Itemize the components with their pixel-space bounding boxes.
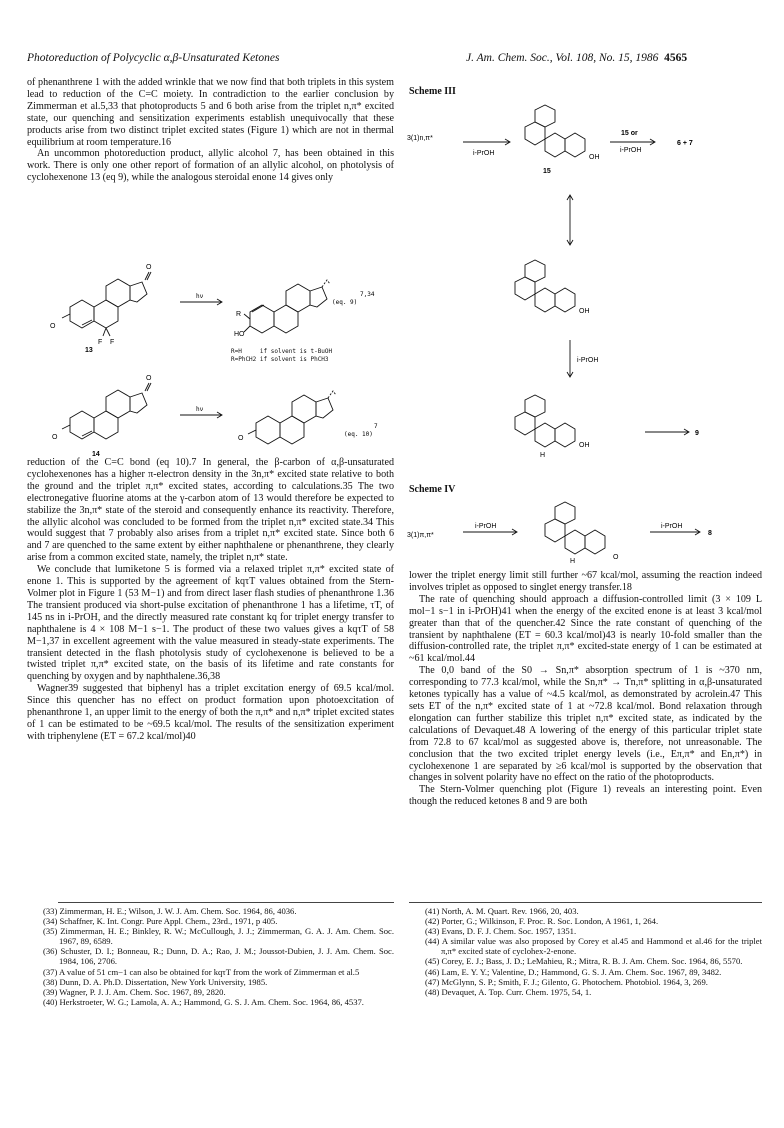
carbonyl-o: O [238, 435, 244, 442]
paragraph: lower the triplet energy limit still further ~67 kcal/mol, assuming the reaction indeed involves triplet as opposed to singlet energy transfer.18 [409, 570, 762, 593]
reagent-label: i-PrOH [620, 147, 642, 154]
reagent-label: i-PrOH [661, 523, 683, 530]
footnotes-right [425, 906, 762, 997]
compound-label: 14 [92, 451, 100, 458]
excited-state-label: 3(1)n,π* [407, 135, 433, 142]
journal-citation [466, 52, 687, 64]
reference-superscript: 7 [374, 423, 378, 430]
ho-label: HO [234, 331, 245, 338]
hv-label: hν [196, 293, 204, 300]
paragraph: of phenanthrene 1 with the added wrinkle that we now find that both triplets in this system lead to reduction of the C=C moiety. In contradiction to the earlier conclusion by Zimmerman et al.5,33 that photoproducts 5 and 6 both arise from the triplet n,π* excited state, our quenching and sensitization experiments establish unequivocally that these products arise from two distinct triplet excited states (Figure 1) which are not in thermal equilibrium at room temperature.16 [27, 77, 394, 148]
ketone-o: O [146, 375, 152, 382]
h-label: H [570, 558, 576, 565]
oh-label: OH [589, 154, 600, 161]
footnote: (40) Herkstroeter, W. G.; Lamola, A. A.; Hammond, G. S. J. Am. Chem. Soc. 1964, 86, 4537. [43, 996, 364, 1007]
footnote: (34) Schaffner, K. Int. Congr. Pure Appl. Chem., 23rd., 1971, p 405. [43, 916, 278, 927]
paragraph: The 0,0 band of the S0 → Sn,π* absorption spectrum of 1 is ~370 nm, corresponding to 77.3 kcal/mol, while the Sn,π* → Tn,π* splitting in α,β-unsaturated ketones typically has a value of ~4.5 kcal/mol, as demonstrated by acrolein.47 This sets ET of the n,π* excited state of 1 at ~72.8 kcal/mol. Bond relaxation through elongation can further stabilize this triplet n,π* excited state, as indicated by the calculations of Devaquet.48 A lowering of the energy of this particular triplet state from 72.8 to 67 kcal/mol as suggested above is, therefore, not unreasonable. The conclusion that the two excited triplet energy levels (i.e., Eπ,π* and En,π*) in cyclohexenone 1 are separated by ≥6 kcal/mol is supported by the observation that changes in solvent polarity have no effect on the ratio of the photoproducts. [409, 665, 762, 784]
left-column-top-text [27, 77, 394, 184]
ketone-o: O [146, 264, 152, 271]
reagent-label: i-PrOH [473, 150, 495, 157]
reagent-label: i-PrOH [475, 523, 497, 530]
scheme-3-title: Scheme III [409, 86, 456, 97]
paragraph: reduction of the C=C bond (eq 10).7 In general, the β-carbon of α,β-unsaturated cyclohexenones has a higher π-electron density in the 3n,π* excited state relative to both the ground and the triplet π,π* excited states, according to calculations.35 The two electronegative fluorine atoms at the γ-carbon atom of 13 would therefore be expected to stabilize the 3n,π* state of the steroid and consequently enhance its reactivity. Therefore, the allylic alcohol was concluded to be formed from the triplet n,π* excited state.34 This would suggest that 7 probably also arises from a triplet n,π* excited state. Since both 6 and 7 are quenched to the same extent by either naphthalene or phenanthrene, they clearly arise from a common excited state, namely, the triplet n,π* state. [27, 457, 394, 564]
page-number: 4565 [664, 52, 688, 64]
paragraph: We conclude that lumiketone 5 is formed via a relaxed triplet π,π* excited state of enone 1. This is supported by the agreement of kqτT values obtained from the Stern-Volmer plot in Figure 1 (53 M−1) and from direct laser flash studies of phenanthrone 1.36 The transient produced via short-pulse excitation of phenanthrone 1 has a lifetime, τT, of 145 ns in i-PrOH, and the directly measured rate constant kq for triplet energy transfer to naphthalene is 4 × 108 M−1 s−1. The product of these two values gives a kqτT of 58 M−1,37 in excellent agreement with the value measured in steady-state experiments. The transient detected in the flash photolysis study of cyclohexenone is believed to be a twisted triplet π,π* excited state, on the basis of its lifetime and rate constants for quenching by oxygen and by naphthalene.36,38 [27, 564, 394, 683]
footnote: (38) Dunn, D. A. Ph.D. Dissertation, New York University, 1985. [43, 976, 268, 987]
running-title: Photoreduction of Polycyclic α,β-Unsaturated Ketones [27, 52, 280, 64]
paragraph: Wagner39 suggested that biphenyl has a triplet excitation energy of 69.5 kcal/mol. Since this quencher has no effect on product formation upon photoexcitation of phenanthrone 1, an upper limit to the energy of both the π,π* and n,π* triplet excited states of 1 can be estimated to be ~69.5 kcal/mol. The results of the sensitization experiment with triphenylene (ET = 67.2 kcal/mol)40 [27, 683, 394, 742]
condition-line: R=H if solvent is t-BuOH [231, 348, 333, 355]
footnote: (41) North, A. M. Quart. Rev. 1966, 20, 403. [425, 906, 579, 916]
footnotes-left [43, 906, 394, 1007]
footnote: (45) Corey, E. J.; Bass, J. D.; LeMahieu, R.; Mitra, R. B. J. Am. Chem. Soc. 1964, 86, 5570. [425, 956, 743, 967]
footnote: (36) Schuster, D. I.; Bonneau, R.; Dunn, D. A.; Rao, J. M.; Joussot-Dubien, J. J. Am. Chem. Soc. 1984, 106, 2706. [43, 946, 394, 967]
equation-number: (eq. 10) [344, 431, 373, 438]
fluorine-label: F [110, 339, 115, 346]
paragraph: An uncommon photoreduction product, allylic alcohol 7, has been obtained in this work. There is only one other report of formation of an allylic alcohol, on photolysis of cyclohexenone 13 (eq 9), while the analogous steroidal enone 14 gives only [27, 148, 394, 184]
carbonyl-o: O [50, 323, 56, 330]
equation-number: (eq. 9) [332, 299, 358, 306]
reagent-label: 15 or [621, 130, 638, 137]
equation-10-figure [30, 368, 400, 458]
footnote: (42) Porter, G.; Wilkinson, F. Proc. R. Soc. London, A 1961, 1, 264. [425, 916, 659, 927]
footnote-rule [58, 902, 394, 903]
scheme-3-figure [405, 95, 765, 495]
left-column-bottom-text [27, 457, 394, 743]
compound-label: 13 [85, 347, 93, 354]
equation-9-figure [30, 252, 400, 352]
footnote: (37) A value of 51 cm−1 can also be obtained for kqτT from the work of Zimmerman et al.5 [43, 966, 360, 977]
hv-label: hν [196, 406, 204, 413]
h-label: H [540, 452, 546, 459]
footnote: (46) Lam, E. Y. Y.; Valentine, D.; Hammond, G. S. J. Am. Chem. Soc. 1967, 89, 3482. [425, 966, 722, 977]
r-group-label: R [236, 311, 242, 318]
equation-9-conditions [231, 348, 332, 364]
fluorine-label: F [98, 339, 103, 346]
footnote: (44) A similar value was also proposed by Corey et al.45 and Hammond et al.46 for the triplet π,π* excited state of cyclohex-2-enone. [425, 936, 762, 957]
oh-label: OH [579, 308, 590, 315]
product-label: 8 [708, 530, 712, 537]
reagent-label: i-PrOH [577, 357, 599, 364]
products-label: 6 + 7 [677, 140, 693, 147]
compound-label: 15 [543, 168, 551, 175]
footnote: (48) Devaquet, A. Top. Curr. Chem. 1975, 54, 1. [425, 986, 592, 997]
paragraph: The Stern-Volmer quenching plot (Figure 1) reveals an interesting point. Even though the reduced ketones 8 and 9 are both [409, 784, 762, 808]
scheme-4-title: Scheme IV [409, 484, 456, 495]
excited-state-label: 3(1)π,π* [407, 532, 434, 539]
carbonyl-o: O [52, 434, 58, 441]
scheme-4-figure [405, 497, 765, 567]
footnote: (39) Wagner, P. J. J. Am. Chem. Soc. 1967, 89, 2820. [43, 986, 226, 997]
oh-label: OH [579, 442, 590, 449]
footnote: (35) Zimmerman, H. E.; Binkley, R. W.; McCullough, J. J.; Zimmerman, G. A. J. Am. Chem. Soc. 1967, 89, 6589. [43, 926, 394, 947]
reference-superscript: 7,34 [360, 291, 375, 298]
footnote: (47) McGlynn, S. P.; Smith, F. J.; Gilento, G. Photochem. Photobiol. 1964, 3, 269. [425, 976, 708, 987]
paragraph: The rate of quenching should approach a diffusion-controlled limit (3 × 109 L mol−1 s−1 in i-PrOH)41 when the energy of the excited enone is at least 3 kcal/mol greater than that of the quencher.42 Since the rate constant of quenching of the transient by naphthalene (ET = 60.3 kcal/mol)43 is nearly 10-fold smaller than the diffusion-controlled rate, the triplet π,π* excited-state energy of 1 can be estimated at ~61 kcal/mol.44 [409, 593, 762, 665]
footnote-rule [409, 902, 762, 903]
condition-line: R=PhCH2 if solvent is PhCH3 [231, 356, 329, 363]
footnote: (43) Evans, D. F. J. Chem. Soc. 1957, 1351. [425, 926, 577, 937]
journal-name: J. Am. Chem. Soc., Vol. 108, No. 15, 1986 [466, 52, 659, 64]
right-column-text [409, 570, 762, 808]
carbonyl-o: O [613, 554, 619, 561]
product-label: 9 [695, 430, 699, 437]
footnote: (33) Zimmerman, H. E.; Wilson, J. W. J. Am. Chem. Soc. 1964, 86, 4036. [43, 906, 297, 916]
